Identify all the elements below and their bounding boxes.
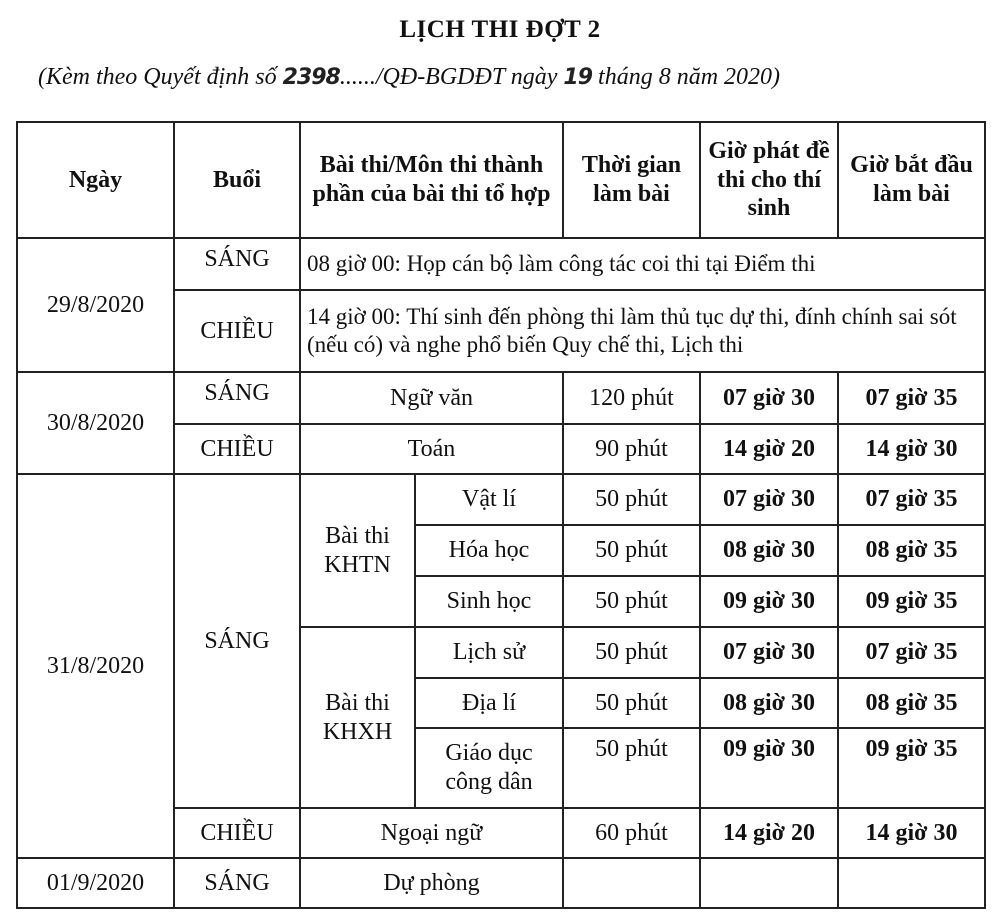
- release-time-cell: 14 giờ 20: [700, 424, 838, 474]
- subject-cell: Toán: [300, 424, 563, 474]
- subject-cell: Địa lí: [415, 678, 563, 728]
- header-session: Buổi: [174, 122, 300, 238]
- session-cell: SÁNG: [174, 372, 300, 424]
- start-time-cell: 09 giờ 35: [838, 728, 985, 808]
- duration-cell: 50 phút: [563, 576, 700, 627]
- session-cell: CHIỀU: [174, 290, 300, 372]
- document-title: LỊCH THI ĐỢT 2: [399, 16, 601, 43]
- date-cell: 01/9/2020: [17, 858, 174, 908]
- document-subtitle: [38, 64, 938, 91]
- group-cell: Bài thi KHXH: [300, 627, 415, 808]
- duration-cell: 50 phút: [563, 678, 700, 728]
- release-time-cell: 14 giờ 20: [700, 808, 838, 858]
- date-cell: 30/8/2020: [17, 372, 174, 474]
- duration-cell: 120 phút: [563, 372, 700, 424]
- subject-cell: Hóa học: [415, 525, 563, 576]
- start-time-cell: 08 giờ 35: [838, 678, 985, 728]
- decision-number-handwritten: 2398: [282, 65, 340, 90]
- session-cell: CHIỀU: [174, 808, 300, 858]
- duration-cell: 60 phút: [563, 808, 700, 858]
- release-time-cell: 09 giờ 30: [700, 576, 838, 627]
- subject-cell: Vật lí: [415, 474, 563, 525]
- duration-cell: 50 phút: [563, 474, 700, 525]
- release-time-cell: 09 giờ 30: [700, 728, 838, 808]
- duration-cell: 50 phút: [563, 627, 700, 678]
- header-release-time: Giờ phát đề thi cho thí sinh: [700, 122, 838, 238]
- table-header-row: [17, 122, 985, 238]
- header-duration: Thời gian làm bài: [563, 122, 700, 238]
- subject-cell: Giáo dục công dân: [415, 728, 563, 808]
- subject-cell: Dự phòng: [300, 858, 563, 908]
- release-time-cell: 07 giờ 30: [700, 474, 838, 525]
- table-row: [17, 238, 985, 290]
- release-time-cell: 08 giờ 30: [700, 525, 838, 576]
- header-date: Ngày: [17, 122, 174, 238]
- note-cell: 14 giờ 00: Thí sinh đến phòng thi làm thủ tục dự thi, đính chính sai sót (nếu có) và nghe phổ biến Quy chế thi, Lịch thi: [300, 290, 985, 372]
- subtitle-prefix: (Kèm theo Quyết định số: [38, 64, 277, 90]
- date-cell: 31/8/2020: [17, 474, 174, 858]
- header-subject: Bài thi/Môn thi thành phần của bài thi tổ hợp: [300, 122, 563, 238]
- start-time-cell: 09 giờ 35: [838, 576, 985, 627]
- start-time-cell: [838, 858, 985, 908]
- duration-cell: 90 phút: [563, 424, 700, 474]
- subtitle-suffix: tháng 8 năm 2020): [598, 64, 781, 90]
- session-cell: SÁNG: [174, 474, 300, 808]
- subject-cell: Sinh học: [415, 576, 563, 627]
- release-time-cell: 07 giờ 30: [700, 627, 838, 678]
- subtitle-mid: ....../QĐ-BGDĐT ngày: [339, 64, 558, 90]
- release-time-cell: [700, 858, 838, 908]
- table-row: [17, 372, 985, 424]
- decision-day-handwritten: 19: [563, 65, 593, 90]
- header-start-time: Giờ bắt đầu làm bài: [838, 122, 985, 238]
- start-time-cell: 07 giờ 35: [838, 627, 985, 678]
- exam-schedule-table: [16, 121, 986, 909]
- session-cell: CHIỀU: [174, 424, 300, 474]
- start-time-cell: 14 giờ 30: [838, 424, 985, 474]
- subject-cell: Ngoại ngữ: [300, 808, 563, 858]
- subject-cell: Lịch sử: [415, 627, 563, 678]
- group-cell: Bài thi KHTN: [300, 474, 415, 627]
- release-time-cell: 08 giờ 30: [700, 678, 838, 728]
- start-time-cell: 07 giờ 35: [838, 372, 985, 424]
- release-time-cell: 07 giờ 30: [700, 372, 838, 424]
- start-time-cell: 07 giờ 35: [838, 474, 985, 525]
- session-cell: SÁNG: [174, 238, 300, 290]
- subject-cell: Ngữ văn: [300, 372, 563, 424]
- date-cell: 29/8/2020: [17, 238, 174, 372]
- table-row: [17, 858, 985, 908]
- note-cell: 08 giờ 00: Họp cán bộ làm công tác coi thi tại Điểm thi: [300, 238, 985, 290]
- session-cell: SÁNG: [174, 858, 300, 908]
- duration-cell: 50 phút: [563, 728, 700, 808]
- start-time-cell: 14 giờ 30: [838, 808, 985, 858]
- duration-cell: [563, 858, 700, 908]
- duration-cell: 50 phút: [563, 525, 700, 576]
- table-row: [17, 474, 985, 525]
- start-time-cell: 08 giờ 35: [838, 525, 985, 576]
